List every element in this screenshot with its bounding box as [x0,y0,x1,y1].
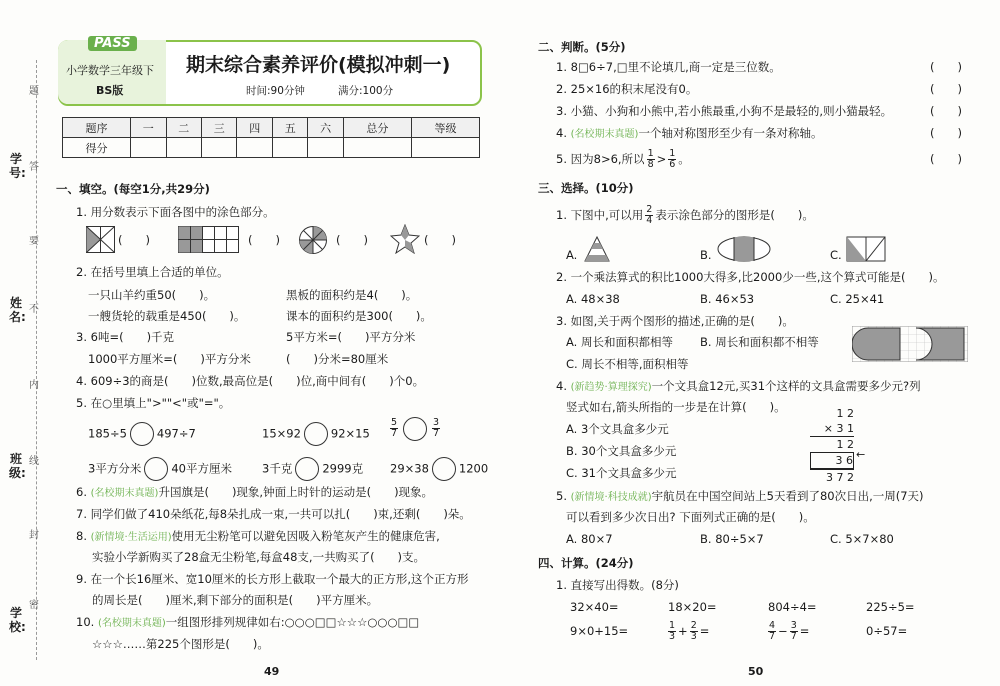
q10-text: 10. (名校期末真题)一组图形排列规律如右:○○○□□☆☆☆○○○□□ [76,615,420,629]
page-number-right: 50 [748,665,764,678]
score-cell[interactable] [201,138,236,158]
section-2-title: 二、判断。(5分) [538,40,626,54]
q5-compare [88,457,232,481]
vertical-calculation: 1 2 × 3 1 1 2 3 6 3 7 2 [810,406,854,485]
q9-text-cont[interactable]: 的周长是( )厘米,剩下部分的面积是( )平方厘米。 [92,593,379,607]
q2-item[interactable]: 一艘货轮的载重是450( )。 [88,309,246,323]
choice-option[interactable]: C. [830,248,842,262]
margin-char: 内 [29,380,39,391]
q5-right: 497÷7 [156,426,196,441]
arrow-target-step: 3 6 [810,452,854,469]
q10-tag: (名校期末真题) [97,618,166,629]
q5-right: 1200 [458,461,489,476]
choice-5-tag: (新情境·科技成就) [570,492,652,503]
choice-1-text: 1. 下图中,可以用 $\frac{2}{4}$ 表示涂色部分的图形是( )。 [556,204,814,226]
circle-figure [298,225,328,255]
rectangle-grid-figure [178,226,240,254]
margin-char: 线 [29,456,39,467]
choice-2-text: 2. 一个乘法算式的积比1000大得多,比2000少一些,这个算式可能是( )。 [556,270,945,284]
q1-blank[interactable]: ( ) [336,233,368,247]
choice-option[interactable]: A. [566,248,578,262]
fraction: $\frac{2}{4}$ [646,204,653,226]
q2-item[interactable]: 黑板的面积约是4( )。 [286,288,418,302]
margin-char: 要 [29,236,39,247]
q5-left: 3平方分米 [88,461,142,476]
judge-paren[interactable]: ( ) [930,152,962,166]
choice-5-text-cont: 可以看到多少次日出? 下面列式正确的是( )。 [566,510,815,524]
q6-text[interactable]: 6. (名校期末真题)升国旗是( )现象,钟面上时针的运动是( )现象。 [76,485,434,499]
square-figure [86,226,116,254]
star-figure [390,224,420,254]
score-header-cell: 等级 [411,118,479,138]
compare-circle[interactable] [144,457,168,481]
fraction: $\frac{5}{7}$ [391,417,398,439]
arrow-left-icon: ← [856,448,866,461]
page-title: 期末综合素养评价(模拟冲刺一) [186,54,451,76]
q3-item[interactable]: ( )分米=80厘米 [286,352,389,366]
judge-paren[interactable]: ( ) [930,104,962,118]
calc-item[interactable]: 0÷57= [866,624,908,638]
grade-label: 小学数学三年级下 [66,64,154,77]
name-label: 姓名: [9,296,26,324]
q5-compare [390,457,488,481]
compare-circle[interactable] [304,422,328,446]
school-label: 学校: [9,606,26,634]
calc-item[interactable]: $\frac{1}{3}$ + $\frac{2}{3}$ = [669,620,710,642]
edition-label: BS版 [96,84,124,97]
section-3-title: 三、选择。(10分) [538,181,634,195]
q9-text: 9. 在一个长16厘米、宽10厘米的长方形上截取一个最大的正方形,这个正方形 [76,572,469,586]
grid-shapes-figure [852,326,968,362]
score-header-cell: 题序 [63,118,131,138]
q3-item[interactable]: 5平方米=( )平方分米 [286,330,416,344]
compare-circle[interactable] [295,457,319,481]
choice-option[interactable]: B. [700,248,712,262]
margin-char: 题 [29,86,39,97]
q7-text[interactable]: 7. 同学们做了410朵纸花,每8朵扎成一束,一共可以扎( )束,还剩( )朵。 [76,507,471,521]
choice-option[interactable]: B. 80÷5×7 [700,532,764,546]
q3-item[interactable]: 3. 6吨=( )千克 [76,330,175,344]
margin-char: 不 [29,304,39,315]
q5-right: 92×15 [330,426,370,441]
judge-tag: (名校期末真题) [570,129,639,140]
q5-left: 15×92 [262,426,301,441]
score-row-label: 得分 [63,138,131,158]
class-label: 班级: [9,452,26,480]
score-header-cell: 三 [201,118,236,138]
score-cell[interactable] [308,138,343,158]
judge-item: 5. 因为8>6,所以 $\frac{1}{8}$ > $\frac{1}{6}$ 。 [556,148,690,170]
margin-char: 封 [29,530,39,541]
choice-5-text: 5. (新情境·科技成就)宇航员在中国空间站上5天看到了80次日出,一周(7天) [556,489,924,503]
q6-tag: (名校期末真题) [90,488,159,499]
section-4-title: 四、计算。(24分) [538,556,634,570]
score-header-cell: 一 [131,118,166,138]
q5-compare [262,422,370,446]
choice-4-text: 4. (新趋势·算理探究)一个文具盒12元,买31个这样的文具盒需要多少元?列 [556,379,921,393]
score-header-cell: 二 [166,118,201,138]
choice-option[interactable]: A. 3个文具盒多少元 [566,422,669,436]
choice-option[interactable]: A. 48×38 [566,292,620,306]
choice-4-tag: (新趋势·算理探究) [570,382,652,393]
choice-option[interactable]: C. 5×7×80 [830,532,894,546]
score-header-cell: 五 [272,118,307,138]
q5-right: 2999克 [322,461,364,476]
calc-item[interactable]: 32×40= [570,600,619,614]
q2-item[interactable]: 一只山羊约重50( )。 [88,288,216,302]
score-cell[interactable] [166,138,201,158]
q5-text: 5. 在○里填上">""<"或"="。 [76,396,231,410]
pass-logo: PASS [88,36,137,51]
q5-compare [88,422,196,446]
calc-item[interactable]: 18×20= [668,600,717,614]
judge-item: 1. 8□6÷7,□里不论填几,商一定是三位数。 [556,60,781,74]
judge-item: 4. (名校期末真题)一个轴对称图形至少有一条对称轴。 [556,126,823,140]
q3-item[interactable]: 1000平方厘米=( )平方分米 [88,352,251,366]
q5-left: 29×38 [390,461,429,476]
choice-option[interactable]: A. 周长和面积都相等 [566,335,673,349]
q5-left: 3千克 [262,461,293,476]
q5-fraction-compare [388,414,442,442]
time-label: 时间:90分钟 [246,85,305,97]
ellipse-figure [716,236,772,262]
q5-right: 40平方厘米 [171,461,232,476]
judge-item: 2. 25×16的积末尾没有0。 [556,82,698,96]
choice-option[interactable]: C. 31个文具盒多少元 [566,466,677,480]
q8-text: 8. (新情境·生活运用)使用无尘粉笔可以避免因吸入粉笔灰产生的健康危害, [76,529,440,543]
choice-4-text-cont: 竖式如右,箭头所指的一步是在计算( )。 [566,400,786,414]
choice-option[interactable]: B. 周长和面积都不相等 [700,335,819,349]
choice-3-text: 3. 如图,关于两个图形的描述,正确的是( )。 [556,314,794,328]
q10-text-cont[interactable]: ☆☆☆……第225个图形是( )。 [92,637,269,651]
student-id-label: 学号: [9,152,26,180]
compare-circle[interactable] [130,422,154,446]
calc-item[interactable]: 804÷4= [768,600,817,614]
q8-text-cont[interactable]: 实验小学新购买了28盒无尘粉笔,每盒48支,一共购买了( )支。 [92,550,426,564]
judge-paren[interactable]: ( ) [930,126,962,140]
trapezoid-figure [846,236,886,262]
score-cell[interactable] [131,138,166,158]
score-cell[interactable] [237,138,272,158]
score-table [62,117,480,158]
compare-circle[interactable] [403,417,427,441]
q1-blank[interactable]: ( ) [248,233,280,247]
page-number-left: 49 [264,665,280,678]
calc-item[interactable]: 225÷5= [866,600,915,614]
q5-compare [262,457,363,481]
section-1-title: 一、填空。(每空1分,共29分) [56,182,210,196]
choice-option[interactable]: C. 周长不相等,面积相等 [566,357,689,371]
margin-char: 答 [29,162,39,173]
score-cell[interactable] [411,138,479,158]
judge-item: 3. 小猫、小狗和小熊中,若小熊最重,小狗不是最轻的,则小猫最轻。 [556,104,893,118]
judge-paren[interactable]: ( ) [930,60,962,74]
score-cell[interactable] [343,138,411,158]
binding-line [36,60,37,660]
calc-item[interactable]: $\frac{4}{7}$ − $\frac{3}{7}$ = [769,620,810,642]
q4-text[interactable]: 4. 609÷3的商是( )位数,最高位是( )位,商中间有( )个0。 [76,374,425,388]
triangle-figure [584,236,610,262]
fraction: $\frac{3}{7}$ [433,417,440,439]
choice-option[interactable]: B. 30个文具盒多少元 [566,444,677,458]
choice-option[interactable]: C. 25×41 [830,292,885,306]
q1-text: 1. 用分数表示下面各图中的涂色部分。 [76,205,275,219]
choice-option[interactable]: A. 80×7 [566,532,613,546]
score-header-cell: 四 [237,118,272,138]
q2-item[interactable]: 课本的面积约是300( )。 [286,309,432,323]
calc-item[interactable]: 9×0+15= [570,624,629,638]
score-header-cell: 六 [308,118,343,138]
compare-circle[interactable] [432,457,456,481]
score-label: 满分:100分 [338,85,394,97]
calc-1-text: 1. 直接写出得数。(8分) [556,578,679,592]
q1-blank[interactable]: ( ) [424,233,456,247]
q8-tag: (新情境·生活运用) [90,532,172,543]
judge-paren[interactable]: ( ) [930,82,962,96]
q5-left: 185÷5 [88,426,127,441]
margin-char: 密 [29,600,39,611]
q1-blank[interactable]: ( ) [118,233,150,247]
q2-text: 2. 在括号里填上合适的单位。 [76,265,229,279]
score-header-cell: 总分 [343,118,411,138]
choice-option[interactable]: B. 46×53 [700,292,755,306]
score-cell[interactable] [272,138,307,158]
